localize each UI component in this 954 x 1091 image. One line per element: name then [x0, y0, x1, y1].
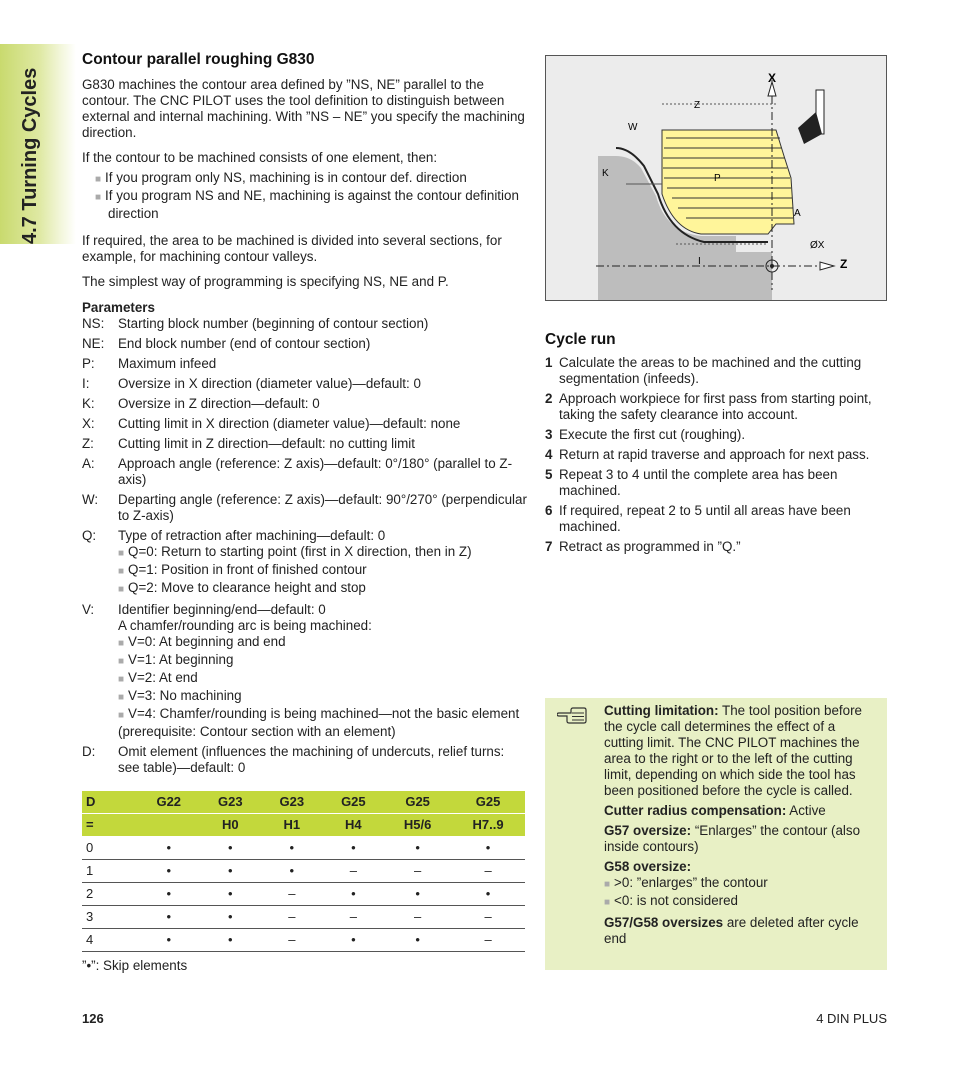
table-cell: 1: [82, 860, 138, 883]
parameter-d: D: Omit element (influences the machining of undercuts, relief turns: see table)—default: 0: [82, 744, 505, 775]
table-cell: •: [323, 837, 385, 860]
parameter-key: I:: [82, 376, 90, 391]
roughing-diagram-svg: [546, 56, 886, 300]
cycle-step: [545, 427, 885, 443]
parameter-desc: Departing angle (reference: Z axis)—default: 90°/270° (perpendicular to Z-axis): [118, 492, 527, 523]
table-row: [82, 837, 525, 860]
cycle-step: [545, 467, 885, 499]
parameter-desc: Oversize in X direction (diameter value)—default: 0: [118, 376, 421, 391]
intro-paragraph: G830 machines the contour area defined by ”NS, NE” parallel to the contour. The CNC PILOT uses the tool definition to distinguish between external and internal machining. With ”NS – NE” you specify the machining direction.: [82, 77, 525, 140]
table-cell: •: [200, 906, 262, 929]
table-cell: –: [323, 906, 385, 929]
table-cell: •: [200, 883, 262, 906]
label-a: A: [794, 208, 801, 219]
table-cell: •: [138, 906, 200, 929]
step-number: 3: [545, 427, 553, 442]
section-title: Contour parallel roughing G830: [82, 51, 315, 68]
table-cell: •: [323, 929, 385, 952]
cycle-step: [545, 503, 885, 535]
table-cell: –: [451, 929, 525, 952]
pointing-hand-icon: [557, 706, 587, 724]
table-cell: –: [451, 906, 525, 929]
parameter-key: X:: [82, 416, 95, 431]
step-number: 1: [545, 355, 553, 370]
table-cell: –: [261, 929, 323, 952]
table-cell: H1: [261, 814, 323, 837]
cycle-steps: [545, 355, 885, 555]
z-axis-arrow: [820, 262, 834, 270]
parameter-desc: End block number (end of contour section): [118, 336, 371, 351]
parameter-desc: Oversize in Z direction—default: 0: [118, 396, 320, 411]
table-cell: •: [451, 883, 525, 906]
parameter-key: K:: [82, 396, 95, 411]
step-number: 4: [545, 447, 553, 462]
table-cell: G25: [451, 791, 525, 814]
note-box: [545, 698, 887, 970]
parameter-row: [82, 416, 527, 432]
table-cell: 4: [82, 929, 138, 952]
label-w: W: [628, 122, 638, 133]
table-cell: =: [82, 814, 138, 837]
v-options: [118, 634, 527, 740]
label-z: Z: [840, 257, 848, 271]
table-header-row: [82, 791, 525, 814]
parameter-key: A:: [82, 456, 95, 471]
table-cell: H0: [200, 814, 262, 837]
step-text: If required, repeat 2 to 5 until all areas have been machined.: [559, 503, 851, 534]
parameter-key: NS:: [82, 316, 105, 331]
cycle-step: [545, 391, 885, 423]
step-number: 6: [545, 503, 553, 518]
cycle-step: [545, 355, 885, 387]
table-cell: •: [200, 860, 262, 883]
g58-options: [604, 875, 876, 911]
parameter-desc: Approach angle (reference: Z axis)—default: 0°/180° (parallel to Z-axis): [118, 456, 513, 487]
parameter-row: [82, 336, 527, 352]
table-footnote: ”•”: Skip elements: [82, 958, 188, 973]
parameter-desc: Cutting limit in X direction (diameter value)—default: none: [118, 416, 461, 431]
parameter-row: [82, 356, 527, 372]
parameter-desc: Cutting limit in Z direction—default: no cutting limit: [118, 436, 415, 451]
parameter-key: NE:: [82, 336, 105, 351]
table-cell: [138, 814, 200, 837]
table-cell: –: [451, 860, 525, 883]
parameter-key: P:: [82, 356, 95, 371]
footer-title: 4 DIN PLUS: [816, 1011, 887, 1026]
step-text: Repeat 3 to 4 until the complete area has been machined.: [559, 467, 838, 498]
step-text: Execute the first cut (roughing).: [559, 427, 746, 442]
table-cell: G23: [261, 791, 323, 814]
table-row: [82, 860, 525, 883]
table-cell: •: [261, 860, 323, 883]
label-p: P: [714, 173, 721, 184]
parameter-row: [82, 316, 527, 332]
step-number: 7: [545, 539, 553, 554]
table-cell: –: [261, 883, 323, 906]
table-cell: –: [384, 906, 451, 929]
parameter-desc: Starting block number (beginning of contour section): [118, 316, 429, 331]
table-cell: •: [200, 929, 262, 952]
option-item: ■ V=3: No machining: [118, 688, 527, 706]
table-cell: •: [138, 883, 200, 906]
left-column: [82, 52, 527, 780]
table-row: [82, 929, 525, 952]
option-item: ■ <0: is not considered: [604, 893, 876, 911]
step-text: Retract as programmed in ”Q.”: [559, 539, 741, 554]
cycle-run-title: Cycle run: [545, 331, 616, 348]
element-bullets: [82, 170, 527, 222]
parameters-heading: Parameters: [82, 300, 155, 315]
table-cell: 3: [82, 906, 138, 929]
step-text: Calculate the areas to be machined and the cutting segmentation (infeeds).: [559, 355, 862, 386]
parameter-v: V: Identifier beginning/end—default: 0 A chamfer/rounding arc is being machined: ■ V=0: At beginning and end ■ V=1: At beginning ■ V=2: At end ■ V=3: No machining ■ V=4: Chamfer/rounding is being machined—not the basic element (prerequisite: Contour section with an element): [82, 602, 527, 740]
option-item: ■ V=4: Chamfer/rounding is being machined—not the basic element (prerequisite: Contour section with an element): [118, 706, 527, 740]
option-item: ■ V=0: At beginning and end: [118, 634, 527, 652]
parameter-list: [82, 316, 527, 524]
table-cell: •: [138, 860, 200, 883]
table-cell: G25: [384, 791, 451, 814]
step-text: Approach workpiece for first pass from starting point, taking the safety clearance into account.: [559, 391, 872, 422]
option-item: ■ Q=0: Return to starting point (first in X direction, then in Z): [118, 544, 527, 562]
option-item: ■ V=2: At end: [118, 670, 527, 688]
table-cell: D: [82, 791, 138, 814]
q-options: [118, 544, 527, 598]
omit-element-table: [82, 791, 525, 952]
chapter-tab-label: 4.7 Turning Cycles: [19, 67, 41, 244]
table-cell: •: [200, 837, 262, 860]
cycle-step: [545, 447, 885, 463]
table-cell: •: [451, 837, 525, 860]
step-number: 2: [545, 391, 553, 406]
option-item: ■ Q=2: Move to clearance height and stop: [118, 580, 527, 598]
option-item: ■ >0: ”enlarges” the contour: [604, 875, 876, 893]
parameter-row: [82, 492, 527, 524]
roughing-diagram: [545, 55, 887, 301]
option-item: ■ Q=1: Position in front of finished contour: [118, 562, 527, 580]
sections-paragraph: If required, the area to be machined is divided into several sections, for example, for machining contour valleys.: [82, 233, 502, 264]
step-number: 5: [545, 467, 553, 482]
table-cell: H5/6: [384, 814, 451, 837]
label-z-dim: Z: [694, 100, 701, 111]
bullet-item: ■ If you program NS and NE, machining is against the contour definition direction: [95, 188, 527, 222]
parameter-desc: Maximum infeed: [118, 356, 217, 371]
parameter-row: [82, 376, 527, 392]
table-cell: •: [261, 837, 323, 860]
label-x: X: [768, 71, 777, 85]
parameter-row: [82, 396, 527, 412]
label-k: K: [602, 168, 609, 179]
table-cell: •: [384, 837, 451, 860]
table-cell: •: [323, 883, 385, 906]
table-cell: G25: [323, 791, 385, 814]
page-number: 126: [82, 1011, 104, 1026]
workpiece-lower: [736, 252, 772, 300]
simplest-paragraph: The simplest way of programming is specifying NS, NE and P.: [82, 274, 449, 289]
table-cell: H7..9: [451, 814, 525, 837]
table-cell: –: [261, 906, 323, 929]
table-cell: G22: [138, 791, 200, 814]
table-header-row: [82, 814, 525, 837]
parameter-q: Q: Type of retraction after machining—default: 0 ■ Q=0: Return to starting point (first in X direction, then in Z) ■ Q=1: Position in front of finished contour ■ Q=2: Move to clearance height and stop: [82, 528, 527, 598]
table-cell: •: [138, 929, 200, 952]
table-cell: 2: [82, 883, 138, 906]
table-cell: •: [138, 837, 200, 860]
table-cell: –: [323, 860, 385, 883]
table-row: [82, 883, 525, 906]
table-cell: –: [384, 860, 451, 883]
note-body: Cutting limitation: The tool position before the cycle call determines the effect of a cutting limit. The CNC PILOT machines the area to the right or to the left of the cutting limit, depending on which side the tool has been positioned before the cycle is called. Cutter radius compensation: Active G57 oversize: “Enlarges” the contour (also inside contours) G58 oversize: ■ >0: ”enlarges” the contour ■ <0: is not considered G57/G58 oversizes are deleted after cycle end: [604, 703, 876, 951]
label-diameter-x: ØX: [810, 240, 825, 251]
one-element-paragraph: If the contour to be machined consists of one element, then:: [82, 150, 438, 165]
option-item: ■ V=1: At beginning: [118, 652, 527, 670]
parameter-key: W:: [82, 492, 99, 507]
table-cell: •: [384, 929, 451, 952]
table-cell: •: [384, 883, 451, 906]
table-cell: 0: [82, 837, 138, 860]
parameter-key: Z:: [82, 436, 94, 451]
bullet-item: ■ If you program only NS, machining is in contour def. direction: [95, 170, 527, 188]
table-cell: G23: [200, 791, 262, 814]
parameter-row: [82, 456, 527, 488]
parameter-row: [82, 436, 527, 452]
cycle-run-section: [545, 332, 885, 559]
cycle-step: [545, 539, 885, 555]
table-cell: H4: [323, 814, 385, 837]
label-i: I: [698, 256, 701, 267]
table-row: [82, 906, 525, 929]
step-text: Return at rapid traverse and approach for next pass.: [559, 447, 870, 462]
